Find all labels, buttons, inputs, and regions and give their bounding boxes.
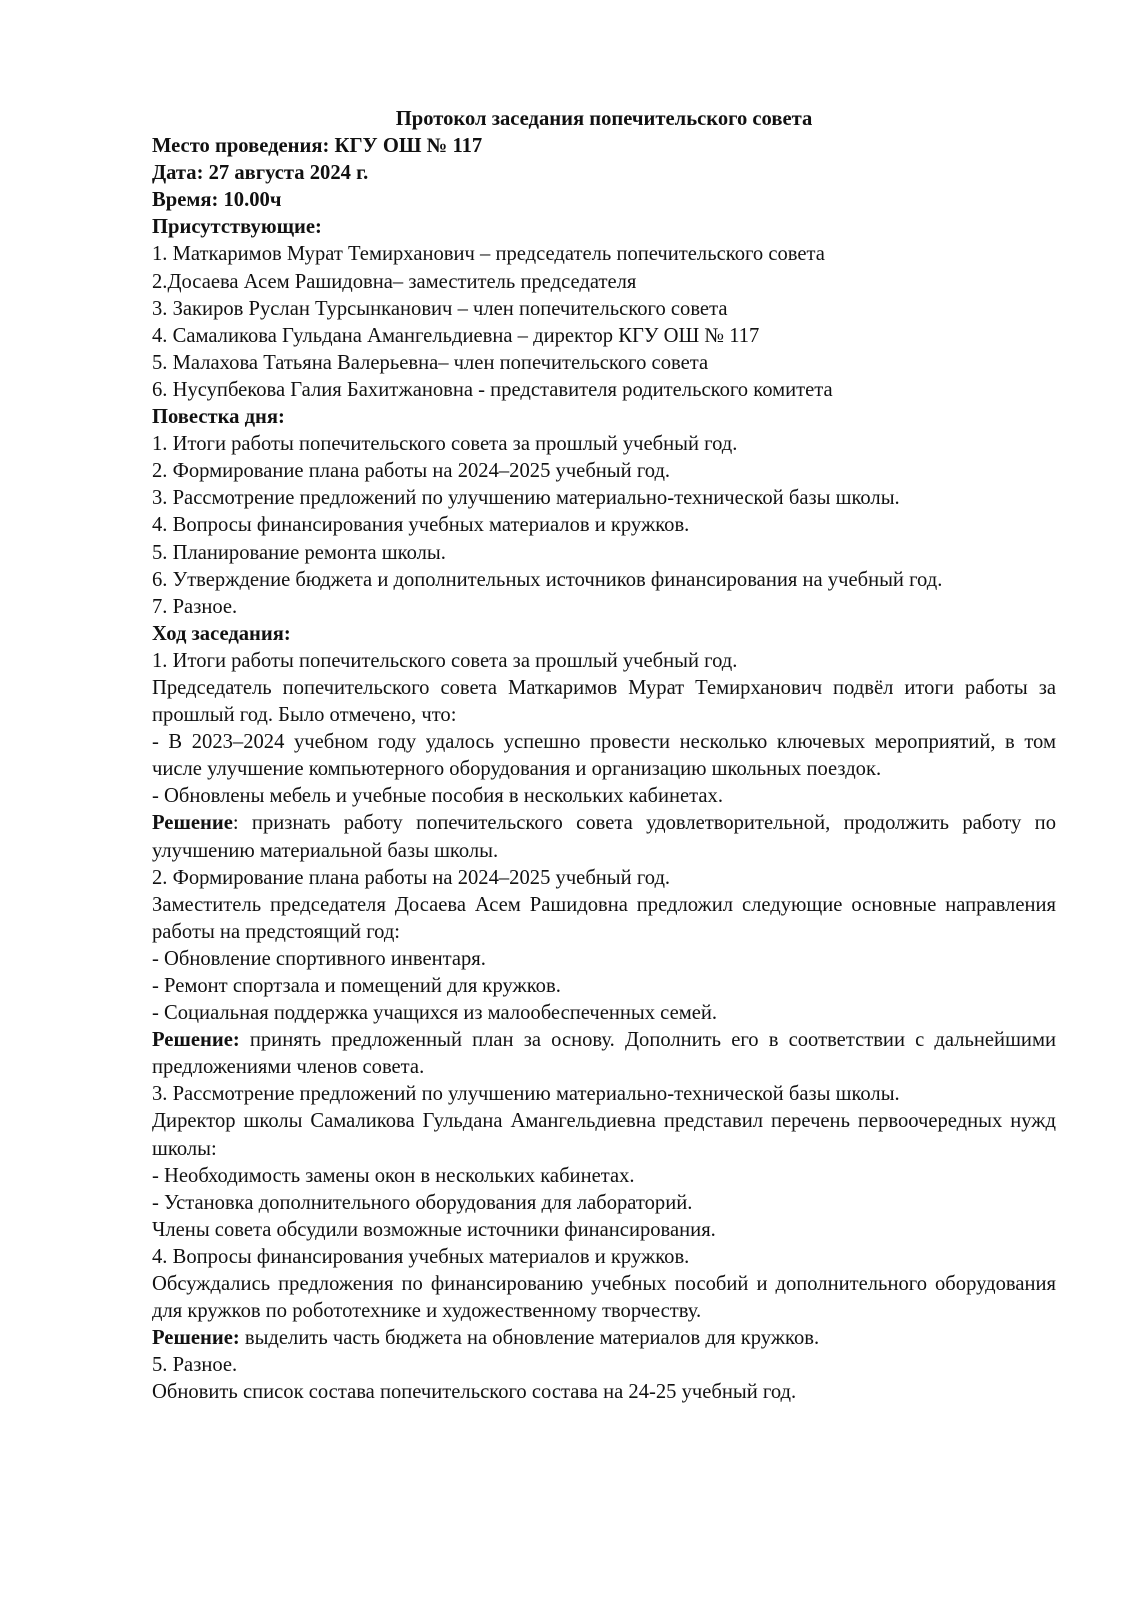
agenda-item: 1. Итоги работы попечительского совета за прошлый учебный год. [152,433,738,456]
agenda-item: 5. Планирование ремонта школы. [152,541,446,564]
section-4-decision [152,1325,1056,1352]
agenda-item: 7. Разное. [152,595,238,618]
protocol-document [152,106,1056,1407]
attendees-list [152,241,1056,404]
section-5-text: Обновить список состава попечительского состава на 24-25 учебный год. [152,1381,797,1404]
attendee-item: 1. Маткаримов Мурат Темирханович – председатель попечительского совета [152,243,825,266]
section-4-text: Обсуждались предложения по финансированию учебных пособий и дополнительного оборудования для кружков по робототехнике и художественному творчеству. [152,1273,1056,1323]
section-1-decision [152,810,1056,864]
attendee-item: 3. Закиров Руслан Турсынканович – член попечительского совета [152,297,728,320]
meeting-place: Место проведения: КГУ ОШ № 117 [152,135,483,158]
section-4-title: 4. Вопросы финансирования учебных материалов и кружков. [152,1245,690,1268]
section-2-decision [152,1027,1056,1081]
agenda-item: 3. Рассмотрение предложений по улучшению материально-технической базы школы. [152,487,900,510]
section-2-text: Заместитель председателя Досаева Асем Рашидовна предложил следующие основные направления работы на предстоящий год: [152,893,1056,943]
decision-label: Решение [152,812,233,835]
section-1-title: 1. Итоги работы попечительского совета за прошлый учебный год. [152,649,738,672]
agenda-item: 2. Формирование плана работы на 2024–2025 учебный год. [152,460,671,483]
decision-label: Решение: [152,1029,240,1052]
attendee-item: 2.Досаева Асем Рашидовна– заместитель председателя [152,270,637,293]
section-3-bullet: - Необходимость замены окон в нескольких кабинетах. [152,1164,635,1187]
section-2-bullet: - Обновление спортивного инвентаря. [152,947,486,970]
decision-text: : признать работу попечительского совета удовлетворительной, продолжить работу по улучшению материальной базы школы. [152,812,1056,862]
agenda-item: 4. Вопросы финансирования учебных материалов и кружков. [152,514,690,537]
attendees-heading: Присутствующие: [152,216,322,239]
section-2-title: 2. Формирование плана работы на 2024–2025 учебный год. [152,866,671,889]
section-1-bullet: - Обновлены мебель и учебные пособия в нескольких кабинетах. [152,785,724,808]
agenda-heading: Повестка дня: [152,406,285,429]
attendee-item: 5. Малахова Татьяна Валерьевна– член попечительского совета [152,351,709,374]
section-3-text: Директор школы Самаликова Гульдана Амангельдиевна представил перечень первоочередных нужд школы: [152,1110,1056,1160]
decision-label: Решение: [152,1327,240,1350]
section-5-title: 5. Разное. [152,1354,238,1377]
agenda-item: 6. Утверждение бюджета и дополнительных источников финансирования на учебный год. [152,568,943,591]
section-3-note: Члены совета обсудили возможные источники финансирования. [152,1218,716,1241]
section-2-bullet: - Социальная поддержка учащихся из малообеспеченных семей. [152,1002,718,1025]
section-1-text: Председатель попечительского совета Маткаримов Мурат Темирханович подвёл итоги работы за прошлый год. Было отмечено, что: [152,676,1056,727]
section-3-title: 3. Рассмотрение предложений по улучшению материально-технической базы школы. [152,1083,900,1106]
document-title: Протокол заседания попечительского совета [395,108,813,130]
decision-text: принять предложенный план за основу. Дополнить его в соответствии с дальнейшими предложениями членов совета. [152,1029,1056,1079]
section-1-bullet: - В 2023–2024 учебном году удалось успешно провести несколько ключевых мероприятий, в том числе улучшение компьютерного оборудования и организацию школьных поездок. [152,731,1056,781]
section-2-bullet: - Ремонт спортзала и помещений для кружков. [152,975,561,997]
section-3-bullet: - Установка дополнительного оборудования для лабораторий. [152,1191,693,1214]
agenda-list [152,431,1056,621]
attendee-item: 4. Самаликова Гульдана Амангельдиевна – директор КГУ ОШ № 117 [152,324,760,347]
attendee-item: 6. Нусупбекова Галия Бахитжановна - представителя родительского комитета [152,378,833,401]
proceedings-heading: Ход заседания: [152,622,291,645]
meeting-date: Дата: 27 августа 2024 г. [152,162,369,185]
decision-text: выделить часть бюджета на обновление материалов для кружков. [239,1327,820,1350]
meeting-time: Время: 10.00ч [152,189,282,212]
